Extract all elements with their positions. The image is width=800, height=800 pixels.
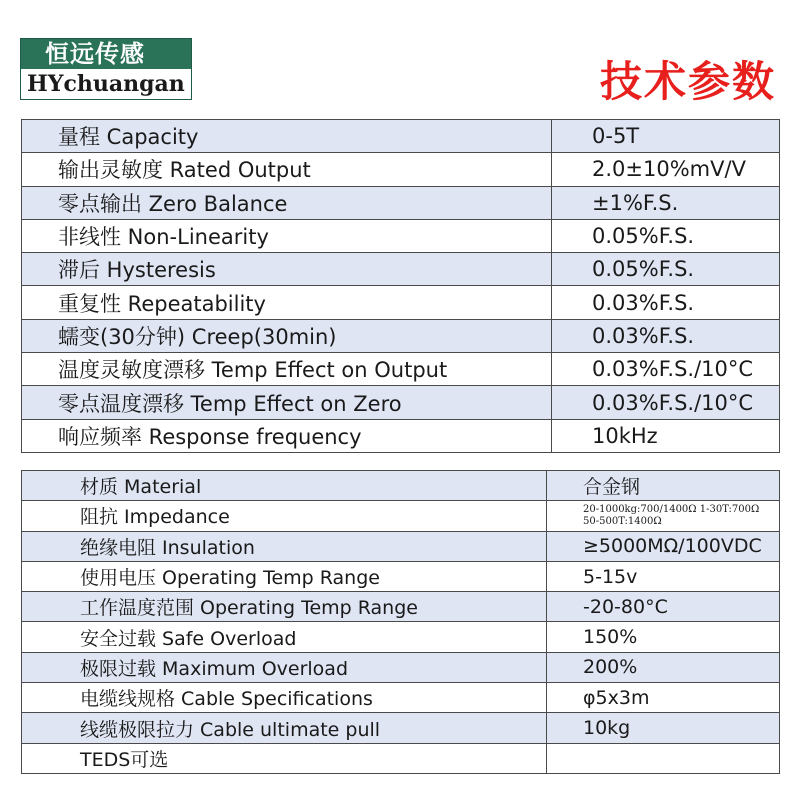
spec-value: 0.03%F.S./10°C [552, 353, 780, 386]
spec-value: 0.03%F.S. [552, 319, 780, 352]
spec-label: 零点输出 Zero Balance [22, 186, 552, 219]
spec-value: 0.05%F.S. [552, 253, 780, 286]
table-row [22, 253, 780, 286]
table-row [22, 319, 780, 352]
table-row [22, 501, 780, 531]
spec-value: 2.0±10%mV/V [552, 153, 780, 186]
table-row [22, 353, 780, 386]
table-row [22, 153, 780, 186]
impedance-line-2: 50-500T:1400Ω [583, 515, 662, 527]
table-row [22, 531, 780, 561]
spec-label: 使用电压 Operating Temp Range [22, 561, 547, 591]
spec-value [547, 743, 780, 773]
company-logo [20, 38, 192, 100]
spec-table-performance [21, 119, 780, 453]
spec-value: φ5x3m [547, 683, 780, 713]
spec-label: TEDS可选 [22, 743, 547, 773]
spec-label: 极限过载 Maximum Overload [22, 652, 547, 682]
table-row [22, 186, 780, 219]
spec-value: ≥5000MΩ/100VDC [547, 531, 780, 561]
spec-label: 蠕变(30分钟) Creep(30min) [22, 319, 552, 352]
spec-label: 温度灵敏度漂移 Temp Effect on Output [22, 353, 552, 386]
spec-label: 安全过载 Safe Overload [22, 622, 547, 652]
table-row [22, 743, 780, 773]
spec-value: -20-80°C [547, 592, 780, 622]
spec-label: 材质 Material [22, 471, 547, 501]
table-row [22, 219, 780, 252]
spec-value-impedance [547, 501, 780, 531]
spec-label: 滞后 Hysteresis [22, 253, 552, 286]
spec-value: ±1%F.S. [552, 186, 780, 219]
spec-label: 阻抗 Impedance [22, 501, 547, 531]
spec-value: 5-15v [547, 561, 780, 591]
spec-label: 线缆极限拉力 Cable ultimate pull [22, 713, 547, 743]
spec-label: 零点温度漂移 Temp Effect on Zero [22, 386, 552, 419]
spec-label: 非线性 Non-Linearity [22, 219, 552, 252]
spec-label: 电缆线规格 Cable Specifications [22, 683, 547, 713]
spec-value: 0.03%F.S. [552, 286, 780, 319]
logo-chinese-name: 恒远传感 [21, 39, 191, 69]
spec-label: 响应频率 Response frequency [22, 419, 552, 452]
spec-label: 量程 Capacity [22, 120, 552, 153]
spec-value: 合金钢 [547, 471, 780, 501]
table-row [22, 622, 780, 652]
table-row [22, 561, 780, 591]
table-row [22, 683, 780, 713]
table-row [22, 471, 780, 501]
spec-table-physical [21, 470, 780, 774]
table-row [22, 286, 780, 319]
spec-label: 绝缘电阻 Insulation [22, 531, 547, 561]
table-row [22, 120, 780, 153]
table-row [22, 713, 780, 743]
spec-label: 重复性 Repeatability [22, 286, 552, 319]
spec-value: 10kg [547, 713, 780, 743]
table-row [22, 419, 780, 452]
table-row [22, 592, 780, 622]
spec-value: 10kHz [552, 419, 780, 452]
spec-value: 200% [547, 652, 780, 682]
spec-label: 输出灵敏度 Rated Output [22, 153, 552, 186]
logo-english-name: HYchuangan [27, 71, 185, 97]
spec-value: 0.05%F.S. [552, 219, 780, 252]
table-row [22, 652, 780, 682]
spec-value: 0.03%F.S./10°C [552, 386, 780, 419]
spec-value: 150% [547, 622, 780, 652]
page-title: 技术参数 [599, 57, 776, 106]
spec-label: 工作温度范围 Operating Temp Range [22, 592, 547, 622]
spec-value: 0-5T [552, 120, 780, 153]
impedance-line-1: 20-1000kg:700/1400Ω 1-30T:700Ω [583, 503, 760, 515]
table-row [22, 386, 780, 419]
